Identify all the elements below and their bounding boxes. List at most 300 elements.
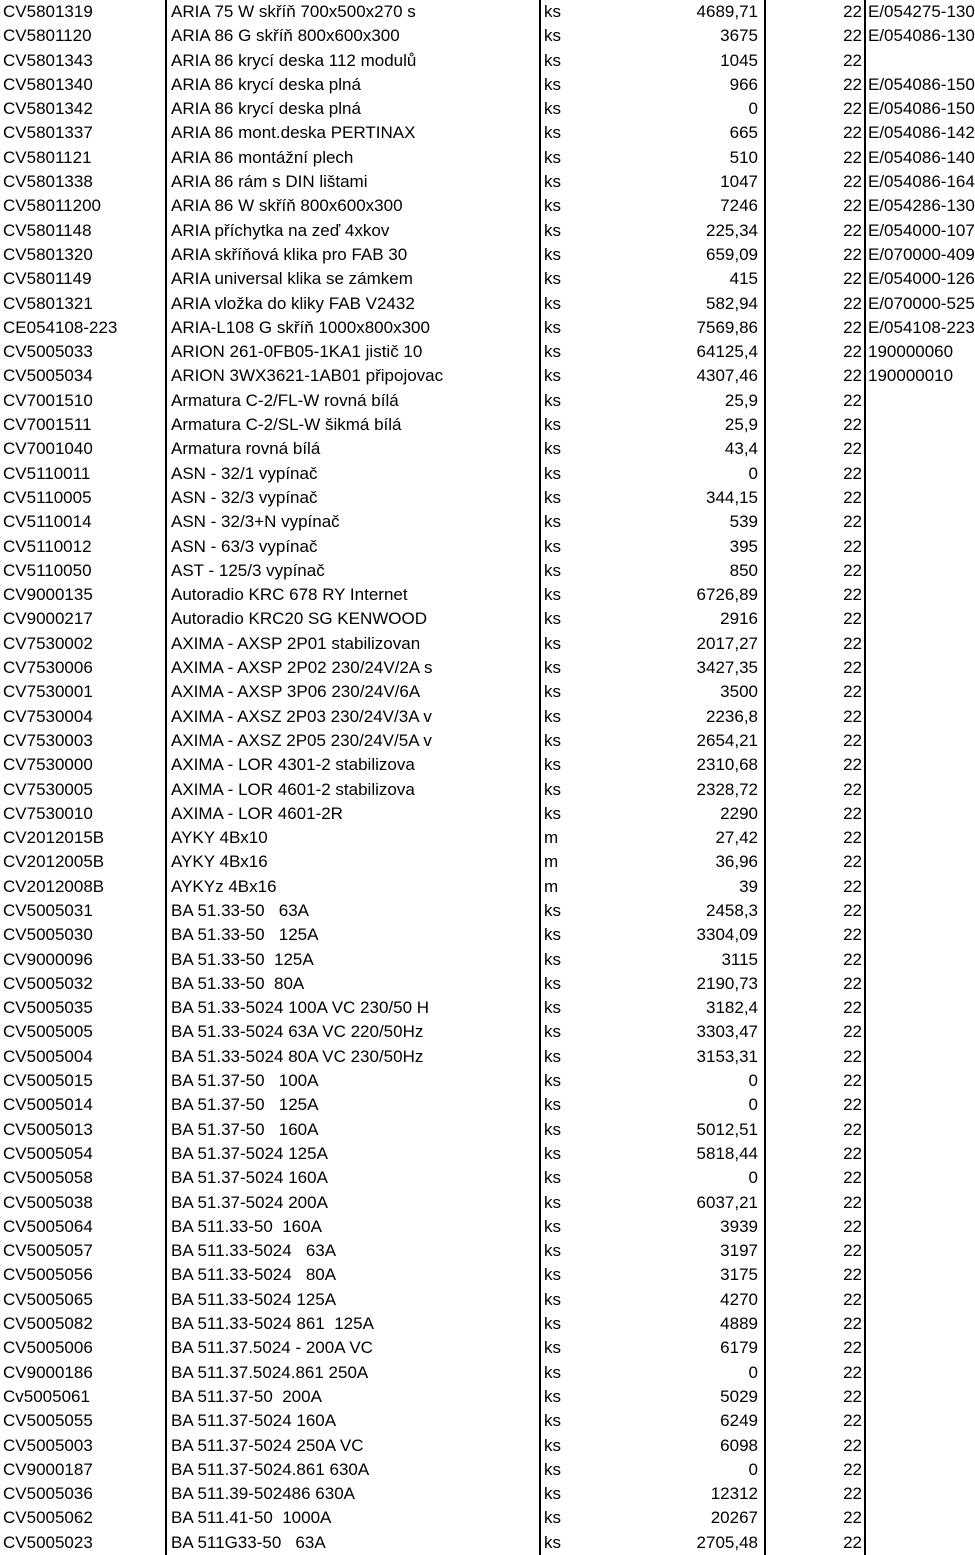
reference-code-cell (865, 753, 960, 777)
reference-code-cell (865, 49, 960, 73)
table-row (0, 1506, 960, 1530)
item-name-cell: AXIMA - AXSZ 2P05 230/24V/5A v (166, 729, 540, 753)
reference-code-cell (865, 559, 960, 583)
unit-cell: ks (540, 486, 585, 510)
item-code-cell: CV58011200 (3, 196, 101, 216)
unit-cell: ks (540, 1239, 585, 1263)
table-row (0, 996, 960, 1020)
price-cell: 5818,44 (696, 1143, 758, 1163)
vat-rate-cell: 22 (765, 292, 865, 316)
price-cell: 2916 (720, 609, 758, 629)
reference-code-cell (865, 510, 960, 534)
item-code-cell: CV5005057 (3, 1241, 93, 1261)
table-row (0, 535, 960, 559)
unit-cell: ks (540, 1142, 585, 1166)
vat-rate-cell: 22 (765, 219, 865, 243)
price-cell: 4689,71 (696, 2, 758, 21)
item-name-cell: BA 511.33-5024 63A (166, 1239, 540, 1263)
price-cell: 6037,21 (696, 1192, 758, 1212)
vat-rate-cell: 22 (765, 49, 865, 73)
item-name-cell: ARIA universal klika se zámkem (166, 267, 540, 291)
reference-code-cell (865, 680, 960, 704)
vat-rate-cell: 22 (765, 1385, 865, 1409)
item-name-cell: BA 51.33-50 80A (166, 972, 540, 996)
vat-rate-cell: 22 (765, 170, 865, 194)
table-row (0, 583, 960, 607)
item-code-cell: CV5110005 (3, 487, 92, 507)
item-name-cell: Armatura rovná bílá (166, 437, 540, 461)
unit-cell: m (540, 875, 585, 899)
item-code-cell: CV5005054 (3, 1143, 93, 1163)
table-row (0, 680, 960, 704)
table-row (0, 1239, 960, 1263)
vat-rate-cell: 22 (765, 826, 865, 850)
reference-code-cell: E/054086-140 (865, 146, 960, 170)
item-code-cell: CV2012008B (3, 876, 105, 896)
unit-cell: ks (540, 219, 585, 243)
price-cell: 2705,48 (696, 1532, 758, 1552)
table-row (0, 1166, 960, 1190)
unit-cell: ks (540, 1263, 585, 1287)
reference-code-cell (865, 583, 960, 607)
reference-code-cell (865, 486, 960, 510)
price-cell: 3304,09 (696, 925, 758, 945)
vat-rate-cell: 22 (765, 778, 865, 802)
price-cell: 0 (748, 1071, 758, 1091)
table-row (0, 875, 960, 899)
vat-rate-cell: 22 (765, 972, 865, 996)
item-name-cell: BA 51.33-5024 100A VC 230/50 H (166, 996, 540, 1020)
vat-rate-cell: 22 (765, 535, 865, 559)
item-code-cell: CV5005034 (3, 366, 93, 386)
item-code-cell: CV5005082 (3, 1314, 93, 1334)
vat-rate-cell: 22 (765, 1020, 865, 1044)
item-code-cell: CV5801340 (3, 74, 93, 94)
vat-rate-cell: 22 (765, 340, 865, 364)
price-cell: 966 (729, 74, 758, 94)
unit-cell: ks (540, 121, 585, 145)
vat-rate-cell: 22 (765, 1482, 865, 1506)
item-name-cell: ARION 3WX3621-1AB01 připojovac (166, 364, 540, 388)
price-cell: 3175 (720, 1265, 758, 1285)
item-code-cell: CV5110011 (3, 463, 91, 483)
item-name-cell: BA 51.33-5024 63A VC 220/50Hz (166, 1020, 540, 1044)
unit-cell: ks (540, 1020, 585, 1044)
price-cell: 6249 (720, 1411, 758, 1431)
price-cell: 3153,31 (696, 1046, 758, 1066)
unit-cell: ks (540, 1069, 585, 1093)
price-cell: 6179 (720, 1338, 758, 1358)
item-code-cell: Cv5005061 (3, 1386, 90, 1406)
price-cell: 4270 (720, 1289, 758, 1309)
table-row (0, 1385, 960, 1409)
reference-code-cell (865, 1288, 960, 1312)
item-name-cell: BA 51.37-5024 125A (166, 1142, 540, 1166)
price-cell: 6726,89 (696, 585, 758, 605)
item-code-cell: CV5005004 (3, 1046, 93, 1066)
item-name-cell: BA 511.37-5024 250A VC (166, 1434, 540, 1458)
vat-rate-cell: 22 (765, 1506, 865, 1530)
item-name-cell: BA 511.33-5024 80A (166, 1263, 540, 1287)
vat-rate-cell: 22 (765, 1458, 865, 1482)
item-code-cell: CV5005013 (3, 1119, 93, 1139)
reference-code-cell (865, 972, 960, 996)
item-name-cell: Armatura C-2/FL-W rovná bílá (166, 389, 540, 413)
table-row (0, 462, 960, 486)
item-name-cell: AXIMA - LOR 4601-2R (166, 802, 540, 826)
unit-cell: ks (540, 1361, 585, 1385)
unit-cell: ks (540, 316, 585, 340)
item-name-cell: AYKY 4Bx10 (166, 826, 540, 850)
unit-cell: ks (540, 1312, 585, 1336)
table-row (0, 1020, 960, 1044)
item-name-cell: Autoradio KRC 678 RY Internet (166, 583, 540, 607)
price-cell: 2328,72 (696, 779, 758, 799)
item-name-cell: ARIA 86 krycí deska plná (166, 73, 540, 97)
item-name-cell: BA 51.37-5024 200A (166, 1191, 540, 1215)
item-name-cell: ARIA 86 rám s DIN lištami (166, 170, 540, 194)
item-name-cell: ASN - 32/3 vypínač (166, 486, 540, 510)
price-cell: 4307,46 (696, 366, 758, 386)
reference-code-cell (865, 1142, 960, 1166)
reference-code-cell: E/054086-164 (865, 170, 960, 194)
unit-cell: ks (540, 194, 585, 218)
vat-rate-cell: 22 (765, 1166, 865, 1190)
reference-code-cell (865, 850, 960, 874)
item-code-cell: CV5005062 (3, 1508, 93, 1528)
reference-code-cell (865, 1118, 960, 1142)
item-code-cell: CV9000187 (3, 1459, 93, 1479)
item-code-cell: CV5005015 (3, 1071, 93, 1091)
table-row (0, 1434, 960, 1458)
item-code-cell: CV9000096 (3, 949, 93, 969)
item-code-cell: CV7530002 (3, 633, 93, 653)
unit-cell: ks (540, 996, 585, 1020)
table-row (0, 1409, 960, 1433)
vat-rate-cell: 22 (765, 948, 865, 972)
table-row (0, 1215, 960, 1239)
item-name-cell: BA 511.37-5024.861 630A (166, 1458, 540, 1482)
item-name-cell: BA 51.37-50 125A (166, 1093, 540, 1117)
item-name-cell: AXIMA - AXSP 2P02 230/24V/2A s (166, 656, 540, 680)
table-row (0, 1361, 960, 1385)
unit-cell: ks (540, 437, 585, 461)
item-name-cell: BA 511.33-5024 861 125A (166, 1312, 540, 1336)
reference-code-cell (865, 1166, 960, 1190)
unit-cell: ks (540, 0, 585, 24)
item-code-cell: CV7001040 (3, 439, 93, 459)
item-code-cell: CV7001510 (3, 390, 93, 410)
vat-rate-cell: 22 (765, 437, 865, 461)
item-name-cell: Armatura C-2/SL-W šikmá bílá (166, 413, 540, 437)
table-row (0, 1288, 960, 1312)
item-code-cell: CV5005033 (3, 342, 93, 362)
item-name-cell: BA 51.37-50 100A (166, 1069, 540, 1093)
item-name-cell: BA 511G33-50 63A (166, 1531, 540, 1555)
item-code-cell: CV5110012 (3, 536, 92, 556)
price-cell: 6098 (720, 1435, 758, 1455)
unit-cell: ks (540, 778, 585, 802)
reference-code-cell (865, 1239, 960, 1263)
table-row (0, 632, 960, 656)
item-code-cell: CV5801121 (3, 147, 92, 167)
reference-code-cell (865, 462, 960, 486)
reference-code-cell (865, 1263, 960, 1287)
unit-cell: ks (540, 1191, 585, 1215)
table-row (0, 1045, 960, 1069)
item-code-cell: CV7530010 (3, 803, 93, 823)
unit-cell: ks (540, 462, 585, 486)
unit-cell: m (540, 826, 585, 850)
item-code-cell: CV5005030 (3, 925, 93, 945)
item-name-cell: BA 51.33-50 125A (166, 923, 540, 947)
vat-rate-cell: 22 (765, 680, 865, 704)
item-code-cell: CV5801120 (3, 26, 92, 46)
item-code-cell: CV5801337 (3, 123, 93, 143)
unit-cell: ks (540, 1434, 585, 1458)
item-name-cell: ASN - 32/3+N vypínač (166, 510, 540, 534)
reference-code-cell (865, 1409, 960, 1433)
reference-code-cell (865, 413, 960, 437)
table-row (0, 1191, 960, 1215)
price-cell: 0 (748, 1362, 758, 1382)
item-code-cell: CV5005036 (3, 1484, 93, 1504)
price-cell: 36,96 (715, 852, 758, 872)
unit-cell: ks (540, 607, 585, 631)
table-row (0, 1093, 960, 1117)
reference-code-cell: E/054275-130 (865, 0, 960, 24)
item-name-cell: ARIA příchytka na zeď 4xkov (166, 219, 540, 243)
table-row (0, 73, 960, 97)
unit-cell: m (540, 850, 585, 874)
unit-cell: ks (540, 802, 585, 826)
unit-cell: ks (540, 49, 585, 73)
reference-code-cell: E/054086-150 (865, 97, 960, 121)
unit-cell: ks (540, 1482, 585, 1506)
reference-code-cell: E/054000-107 (865, 219, 960, 243)
reference-code-cell (865, 1385, 960, 1409)
vat-rate-cell: 22 (765, 1288, 865, 1312)
unit-cell: ks (540, 656, 585, 680)
table-row (0, 1336, 960, 1360)
item-name-cell: BA 511.33-50 160A (166, 1215, 540, 1239)
reference-code-cell (865, 923, 960, 947)
item-name-cell: AXIMA - LOR 4601-2 stabilizova (166, 778, 540, 802)
item-name-cell: BA 511.41-50 1000A (166, 1506, 540, 1530)
table-row (0, 413, 960, 437)
unit-cell: ks (540, 1166, 585, 1190)
price-cell: 539 (729, 512, 758, 532)
vat-rate-cell: 22 (765, 316, 865, 340)
reference-code-cell: E/070000-525 (865, 292, 960, 316)
item-code-cell: CV5005056 (3, 1265, 93, 1285)
unit-cell: ks (540, 170, 585, 194)
vat-rate-cell: 22 (765, 1118, 865, 1142)
item-code-cell: CV9000186 (3, 1362, 93, 1382)
vat-rate-cell: 22 (765, 146, 865, 170)
vat-rate-cell: 22 (765, 243, 865, 267)
reference-code-cell (865, 1191, 960, 1215)
item-code-cell: CV5801149 (3, 269, 92, 289)
unit-cell: ks (540, 1409, 585, 1433)
vat-rate-cell: 22 (765, 1263, 865, 1287)
reference-code-cell (865, 875, 960, 899)
item-code-cell: CV5005031 (3, 900, 93, 920)
unit-cell: ks (540, 535, 585, 559)
item-name-cell: BA 511.37.5024.861 250A (166, 1361, 540, 1385)
table-row (0, 729, 960, 753)
vat-rate-cell: 22 (765, 364, 865, 388)
table-row (0, 559, 960, 583)
vat-rate-cell: 22 (765, 996, 865, 1020)
price-cell: 225,34 (706, 220, 758, 240)
item-name-cell: ARIA 75 W skříň 700x500x270 s (166, 0, 540, 24)
vat-rate-cell: 22 (765, 1191, 865, 1215)
item-code-cell: CV5801319 (3, 2, 93, 21)
item-code-cell: CV5110014 (3, 512, 92, 532)
item-code-cell: CV9000217 (3, 609, 93, 629)
item-name-cell: AYKY 4Bx16 (166, 850, 540, 874)
table-row (0, 486, 960, 510)
unit-cell: ks (540, 146, 585, 170)
item-code-cell: CV5005005 (3, 1022, 93, 1042)
vat-rate-cell: 22 (765, 583, 865, 607)
reference-code-cell (865, 948, 960, 972)
unit-cell: ks (540, 583, 585, 607)
table-row (0, 121, 960, 145)
reference-code-cell: E/054086-130 (865, 24, 960, 48)
price-cell: 3115 (721, 949, 758, 969)
reference-code-cell (865, 826, 960, 850)
vat-rate-cell: 22 (765, 413, 865, 437)
price-cell: 2654,21 (696, 730, 758, 750)
vat-rate-cell: 22 (765, 705, 865, 729)
item-name-cell: AST - 125/3 vypínač (166, 559, 540, 583)
price-cell: 3427,35 (696, 658, 758, 678)
vat-rate-cell: 22 (765, 802, 865, 826)
unit-cell: ks (540, 1385, 585, 1409)
unit-cell: ks (540, 73, 585, 97)
price-cell: 0 (748, 1095, 758, 1115)
price-cell: 2190,73 (696, 973, 758, 993)
item-code-cell: CV7530006 (3, 658, 93, 678)
price-cell: 850 (729, 560, 758, 580)
price-cell: 1045 (720, 50, 758, 70)
table-row (0, 1531, 960, 1555)
item-name-cell: AYKYz 4Bx16 (166, 875, 540, 899)
reference-code-cell (865, 778, 960, 802)
vat-rate-cell: 22 (765, 850, 865, 874)
table-row (0, 510, 960, 534)
reference-code-cell: 190000060 (865, 340, 960, 364)
item-code-cell: CV7530000 (3, 755, 93, 775)
item-code-cell: CV5801342 (3, 99, 93, 119)
item-name-cell: AXIMA - AXSZ 2P03 230/24V/3A v (166, 705, 540, 729)
reference-code-cell (865, 1361, 960, 1385)
price-cell: 3675 (720, 26, 758, 46)
reference-code-cell (865, 1045, 960, 1069)
table-row (0, 364, 960, 388)
price-cell: 3500 (720, 682, 758, 702)
price-cell: 0 (748, 99, 758, 119)
reference-code-cell (865, 1506, 960, 1530)
vat-rate-cell: 22 (765, 462, 865, 486)
vat-rate-cell: 22 (765, 510, 865, 534)
item-code-cell: CV5801338 (3, 172, 93, 192)
item-code-cell: CV5005035 (3, 998, 93, 1018)
price-cell: 0 (748, 463, 758, 483)
price-cell: 25,9 (724, 415, 758, 435)
table-row (0, 1458, 960, 1482)
vat-rate-cell: 22 (765, 559, 865, 583)
unit-cell: ks (540, 753, 585, 777)
table-row (0, 607, 960, 631)
reference-code-cell (865, 899, 960, 923)
item-code-cell: CV7530001 (3, 682, 93, 702)
vat-rate-cell: 22 (765, 1409, 865, 1433)
vat-rate-cell: 22 (765, 632, 865, 656)
table-row (0, 267, 960, 291)
item-code-cell: CV7530004 (3, 706, 93, 726)
vat-rate-cell: 22 (765, 24, 865, 48)
table-row (0, 753, 960, 777)
item-code-cell: CE054108-223 (3, 317, 118, 337)
item-code-cell: CV9000135 (3, 585, 93, 605)
vat-rate-cell: 22 (765, 923, 865, 947)
vat-rate-cell: 22 (765, 1142, 865, 1166)
item-name-cell: BA 51.33-50 125A (166, 948, 540, 972)
item-code-cell: CV5005064 (3, 1216, 93, 1236)
vat-rate-cell: 22 (765, 1434, 865, 1458)
vat-rate-cell: 22 (765, 1361, 865, 1385)
item-code-cell: CV5801321 (3, 293, 93, 313)
price-cell: 415 (729, 269, 758, 289)
unit-cell: ks (540, 1045, 585, 1069)
item-name-cell: Autoradio KRC20 SG KENWOOD (166, 607, 540, 631)
item-name-cell: BA 511.37.5024 - 200A VC (166, 1336, 540, 1360)
price-cell: 665 (729, 123, 758, 143)
item-name-cell: AXIMA - AXSP 3P06 230/24V/6A (166, 680, 540, 704)
unit-cell: ks (540, 705, 585, 729)
unit-cell: ks (540, 389, 585, 413)
reference-code-cell (865, 996, 960, 1020)
reference-code-cell (865, 1434, 960, 1458)
item-name-cell: AXIMA - LOR 4301-2 stabilizova (166, 753, 540, 777)
vat-rate-cell: 22 (765, 899, 865, 923)
table-row (0, 802, 960, 826)
price-cell: 344,15 (706, 487, 758, 507)
table-row (0, 219, 960, 243)
reference-code-cell (865, 656, 960, 680)
reference-code-cell (865, 729, 960, 753)
table-row (0, 705, 960, 729)
item-name-cell: ASN - 32/1 vypínač (166, 462, 540, 486)
unit-cell: ks (540, 1288, 585, 1312)
vat-rate-cell: 22 (765, 486, 865, 510)
table-row (0, 972, 960, 996)
price-cell: 3197 (720, 1241, 758, 1261)
table-row (0, 24, 960, 48)
item-name-cell: ASN - 63/3 vypínač (166, 535, 540, 559)
table-row (0, 1118, 960, 1142)
reference-code-cell (865, 1069, 960, 1093)
price-cell: 39 (739, 876, 758, 896)
reference-code-cell (865, 535, 960, 559)
vat-rate-cell: 22 (765, 0, 865, 24)
table-row (0, 1069, 960, 1093)
table-row (0, 1142, 960, 1166)
unit-cell: ks (540, 340, 585, 364)
